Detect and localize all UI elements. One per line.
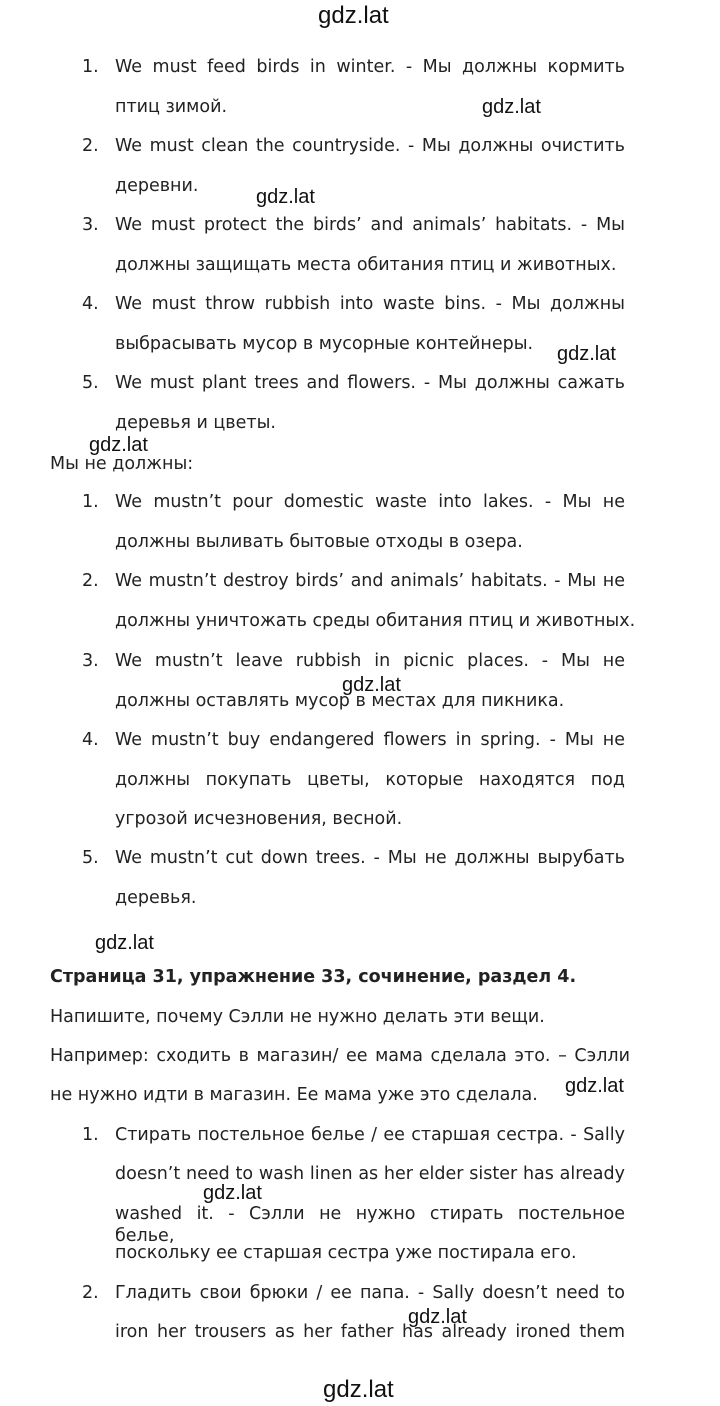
list-item-line: We mustn’t pour domestic waste into lakes. - Мы не xyxy=(115,492,625,512)
watermark-top: gdz.lat xyxy=(318,2,389,29)
watermark: gdz.lat xyxy=(342,674,401,696)
list-item-line: выбрасывать мусор в мусорные контейнеры. xyxy=(115,334,534,354)
list-item-line: поскольку ее старшая сестра уже постирала его. xyxy=(115,1243,577,1263)
list-item-line: должны выливать бытовые отходы в озера. xyxy=(115,532,523,552)
list-item-line: doesn’t need to wash linen as her elder sister has already xyxy=(115,1164,625,1184)
list-item-line: We mustn’t buy endangered flowers in spring. - Мы не xyxy=(115,730,625,750)
list-item-line: деревья. xyxy=(115,888,197,908)
list-item-line: iron her trousers as her father has already ironed them xyxy=(115,1322,625,1342)
list-item-line: washed it. - Сэлли не нужно стирать постельное белье, xyxy=(115,1204,625,1246)
task-text: Напишите, почему Сэлли не нужно делать эти вещи. xyxy=(50,1007,545,1027)
example-line: Например: сходить в магазин/ ее мама сделала это. – Сэлли xyxy=(50,1046,630,1066)
watermark-bottom: gdz.lat xyxy=(323,1376,394,1403)
list-item-line: должны покупать цветы, которые находятся под xyxy=(115,770,625,790)
watermark: gdz.lat xyxy=(256,186,315,208)
list-item-line: We must protect the birds’ and animals’ habitats. - Мы xyxy=(115,215,625,235)
list-number: 3. xyxy=(82,215,99,235)
list-item-line: We mustn’t leave rubbish in picnic places. - Мы не xyxy=(115,651,625,671)
list-item-line: деревни. xyxy=(115,176,199,196)
watermark: gdz.lat xyxy=(203,1182,262,1204)
list-number: 4. xyxy=(82,294,99,314)
list-item-line: We must feed birds in winter. - Мы должны кормить xyxy=(115,57,625,77)
list-item-line: должны оставлять мусор в местах для пикника. xyxy=(115,691,565,711)
list-item-line: должны защищать места обитания птиц и животных. xyxy=(115,255,617,275)
list-number: 3. xyxy=(82,651,99,671)
list-item-line: We mustn’t destroy birds’ and animals’ habitats. - Мы не xyxy=(115,571,625,591)
list-item-line: We must throw rubbish into waste bins. - Мы должны xyxy=(115,294,625,314)
section-title: Страница 31, упражнение 33, сочинение, раздел 4. xyxy=(50,967,577,987)
list-number: 1. xyxy=(82,492,99,512)
list-number: 5. xyxy=(82,373,99,393)
watermark: gdz.lat xyxy=(95,932,154,954)
list-item-line: Стирать постельное белье / ее старшая сестра. - Sally xyxy=(115,1125,625,1145)
watermark: gdz.lat xyxy=(557,343,616,365)
list-number: 2. xyxy=(82,1283,99,1303)
watermark: gdz.lat xyxy=(482,96,541,118)
list-number: 5. xyxy=(82,848,99,868)
list-item-line: Гладить свои брюки / ее папа. - Sally doesn’t need to xyxy=(115,1283,625,1303)
watermark: gdz.lat xyxy=(408,1306,467,1328)
list-item-line: птиц зимой. xyxy=(115,97,228,117)
list-number: 2. xyxy=(82,571,99,591)
section-heading: Мы не должны: xyxy=(50,454,194,474)
watermark: gdz.lat xyxy=(565,1075,624,1097)
list-number: 2. xyxy=(82,136,99,156)
list-item-line: We must plant trees and flowers. - Мы должны сажать xyxy=(115,373,625,393)
example-line: не нужно идти в магазин. Ее мама уже это сделала. xyxy=(50,1085,538,1105)
watermark: gdz.lat xyxy=(89,434,148,456)
list-number: 1. xyxy=(82,57,99,77)
list-item-line: We must clean the countryside. - Мы должны очистить xyxy=(115,136,625,156)
list-number: 1. xyxy=(82,1125,99,1145)
list-number: 4. xyxy=(82,730,99,750)
list-item-line: We mustn’t cut down trees. - Мы не должны вырубать xyxy=(115,848,625,868)
list-item-line: угрозой исчезновения, весной. xyxy=(115,809,403,829)
list-item-line: деревья и цветы. xyxy=(115,413,276,433)
list-item-line: должны уничтожать среды обитания птиц и животных. xyxy=(115,611,636,631)
